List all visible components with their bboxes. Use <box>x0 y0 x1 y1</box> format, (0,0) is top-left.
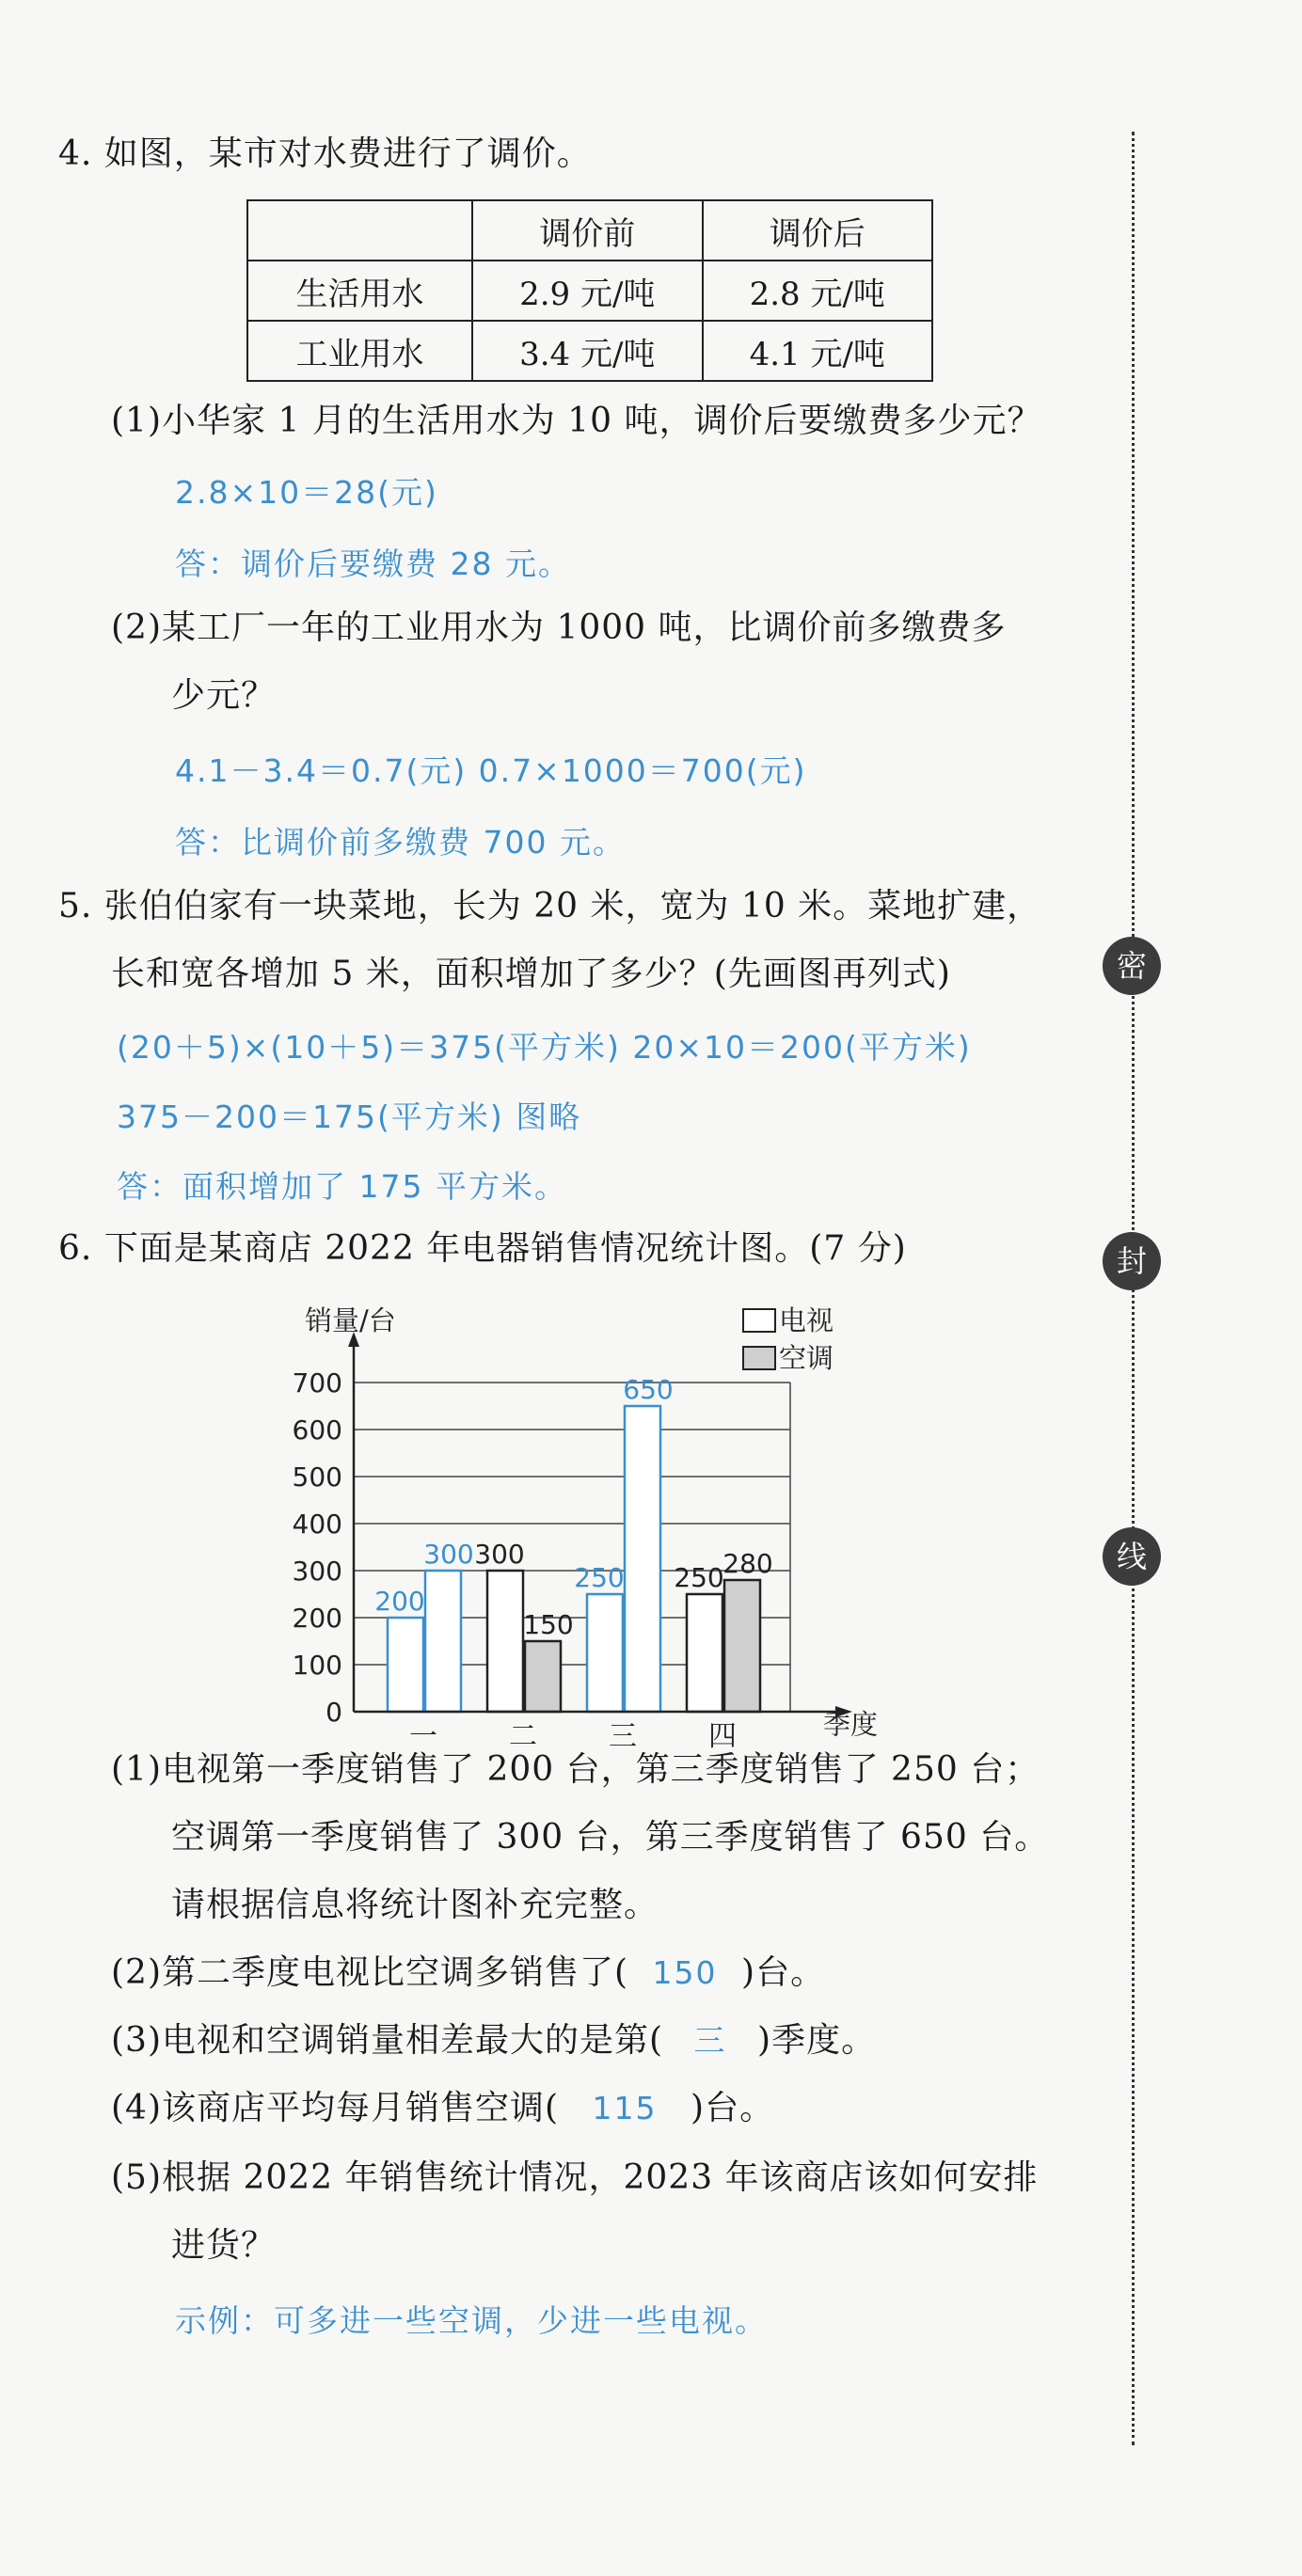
table-cell: 调价后 <box>703 200 933 261</box>
y-tick-label: 600 <box>292 1414 342 1446</box>
bar-ac-q2 <box>525 1641 561 1712</box>
bar-ac-q4 <box>724 1580 760 1712</box>
q6-part4-answer: 115 <box>592 2090 658 2126</box>
data-label-tv-q2: 300 <box>474 1539 525 1570</box>
table-header-row <box>247 200 932 261</box>
y-tick-label: 700 <box>292 1367 342 1399</box>
x-tick-label: 一 <box>409 1720 437 1753</box>
q4-answer1-text: 答：调价后要缴费 28 元。 <box>175 545 571 582</box>
q6-part3 <box>111 2018 876 2063</box>
q4-answer2-calc: 4.1－3.4＝0.7(元) 0.7×1000＝700(元) <box>175 752 807 789</box>
q6-part2-answer: 150 <box>652 1954 718 1991</box>
y-tick-label: 400 <box>292 1509 342 1540</box>
table-cell <box>247 200 472 261</box>
q5-answer-line1: (20＋5)×(10＋5)＝375(平方米) 20×10＝200(平方米) <box>117 1029 972 1066</box>
sales-bar-chart <box>282 1298 903 1753</box>
legend-swatch-ac <box>743 1347 775 1369</box>
bar-tv-q2 <box>487 1571 523 1712</box>
bar-ac-q3 <box>625 1406 660 1712</box>
q6-part2-prompt: (2)第二季度电视比空调多销售了( <box>111 1953 629 1992</box>
bar-tv-q1 <box>388 1618 423 1712</box>
q6-stem: 6. 下面是某商店 2022 年电器销售情况统计图。(7 分) <box>58 1229 907 1268</box>
legend-label-tv: 电视 <box>779 1304 834 1336</box>
q6-part1-line3: 请根据信息将统计图补充完整。 <box>171 1886 659 1924</box>
q4-stem: 4. 如图，某市对水费进行了调价。 <box>58 134 592 173</box>
q6-part2 <box>111 1951 825 1996</box>
table-cell: 4.1 元/吨 <box>703 321 933 381</box>
seal-mark-mi: 密 <box>1103 937 1161 995</box>
q6-part5-line1: (5)根据 2022 年销售统计情况，2023 年该商店该如何安排 <box>111 2158 1039 2197</box>
q6-part1-line1: (1)电视第一季度销售了 200 台，第三季度销售了 250 台； <box>111 1750 1040 1789</box>
q6-part1-line2: 空调第一季度销售了 300 台，第三季度销售了 650 台。 <box>171 1818 1050 1857</box>
q4-part1: (1)小华家 1 月的生活用水为 10 吨，调价后要缴费多少元？ <box>111 402 1042 440</box>
q6-part5-answer: 示例：可多进一些空调，少进一些电视。 <box>175 2302 768 2339</box>
chart-legend <box>743 1304 834 1374</box>
q6-part4-suffix: )台。 <box>691 2089 775 2127</box>
data-label-ac-q1: 300 <box>423 1539 474 1570</box>
table-cell: 2.9 元/吨 <box>472 261 703 321</box>
q4-part2-line1: (2)某工厂一年的工业用水为 1000 吨，比调价前多缴费多 <box>111 608 1007 647</box>
legend-swatch-tv <box>743 1309 775 1332</box>
bar-tv-q3 <box>587 1594 623 1712</box>
y-tick-label: 100 <box>292 1650 342 1681</box>
q6-part5-line2: 进货？ <box>171 2226 277 2265</box>
data-label-ac-q3: 650 <box>623 1374 674 1405</box>
q4-answer1-calc: 2.8×10＝28(元) <box>175 474 438 511</box>
x-tick-label: 三 <box>609 1720 637 1753</box>
data-label-ac-q4: 280 <box>722 1548 773 1579</box>
data-label-ac-q2: 150 <box>523 1609 574 1640</box>
q5-answer-line3: 答：面积增加了 175 平方米。 <box>117 1168 567 1205</box>
q5-answer-line2: 375－200＝175(平方米) 图略 <box>117 1098 582 1135</box>
table-cell: 工业用水 <box>247 321 472 381</box>
x-tick-label: 二 <box>509 1720 537 1753</box>
data-label-tv-q3: 250 <box>574 1562 625 1593</box>
data-label-tv-q1: 200 <box>374 1586 425 1617</box>
x-tick-label: 四 <box>708 1720 737 1753</box>
seal-mark-xian: 线 <box>1103 1527 1161 1586</box>
water-price-table <box>246 199 933 382</box>
y-tick-label: 500 <box>292 1462 342 1493</box>
q6-part4 <box>111 2086 774 2131</box>
q4-part2-line2: 少元？ <box>171 676 277 715</box>
q6-part2-suffix: )台。 <box>741 1953 826 1992</box>
table-cell: 生活用水 <box>247 261 472 321</box>
q6-part4-prompt: (4)该商店平均每月销售空调( <box>111 2089 560 2127</box>
q6-part3-prompt: (3)电视和空调销量相差最大的是第( <box>111 2021 664 2060</box>
table-cell: 2.8 元/吨 <box>703 261 933 321</box>
y-tick-label: 0 <box>326 1697 342 1728</box>
table-cell: 3.4 元/吨 <box>472 321 703 381</box>
q6-part3-suffix: )季度。 <box>757 2021 877 2060</box>
bar-tv-q4 <box>687 1594 722 1712</box>
q5-line1: 5. 张伯伯家有一块菜地，长为 20 米，宽为 10 米。菜地扩建， <box>58 887 1042 925</box>
y-axis-title: 销量/台 <box>305 1304 396 1336</box>
q6-part3-answer: 三 <box>693 2022 727 2059</box>
table-row <box>247 261 932 321</box>
x-axis-title: 季度 <box>823 1708 879 1741</box>
table-cell: 调价前 <box>472 200 703 261</box>
y-tick-label: 300 <box>292 1556 342 1587</box>
y-tick-label: 200 <box>292 1603 342 1634</box>
legend-label-ac: 空调 <box>779 1342 834 1374</box>
data-label-tv-q4: 250 <box>674 1562 724 1593</box>
q5-line2: 长和宽各增加 5 米，面积增加了多少？(先画图再列式) <box>111 955 951 993</box>
q4-answer2-text: 答：比调价前多缴费 700 元。 <box>175 824 626 861</box>
bar-ac-q1 <box>425 1571 461 1712</box>
seal-mark-feng: 封 <box>1103 1232 1161 1290</box>
table-row <box>247 321 932 381</box>
